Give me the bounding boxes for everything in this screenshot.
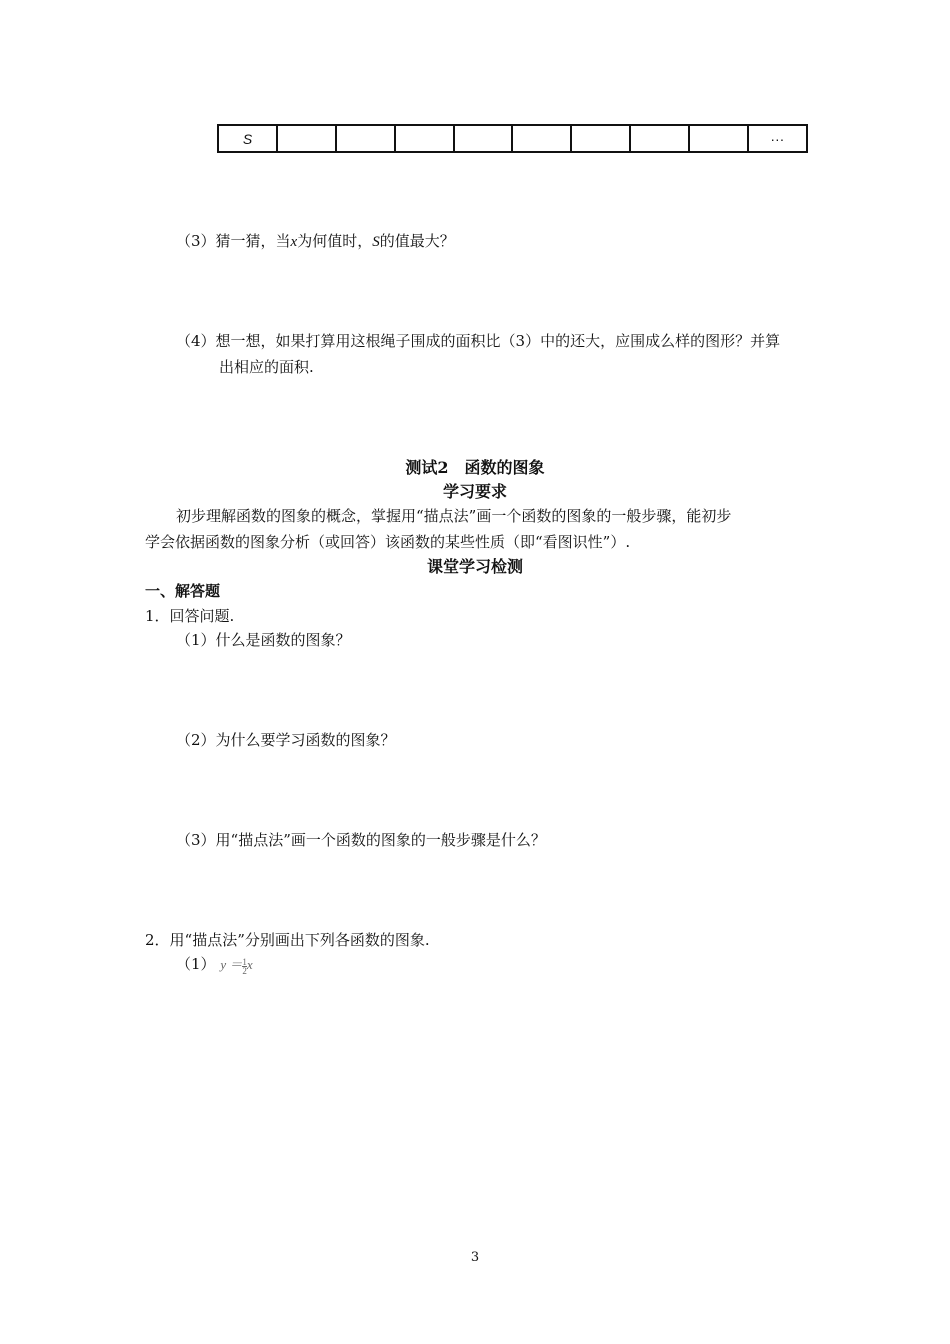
table-cell — [512, 125, 571, 152]
question-1-3: （3）用“描点法”画一个函数的图象的一般步骤是什么？ — [176, 831, 546, 849]
table-cell — [336, 125, 395, 152]
question-1-title: 1．回答问题. — [145, 607, 235, 625]
formula-x: x — [246, 957, 253, 972]
table-cell — [630, 125, 689, 152]
section-title: 测试2 函数的图象 — [405, 458, 545, 477]
q3-post: 的值最大？ — [379, 232, 455, 250]
q3-var-x: x — [290, 234, 298, 250]
q3-mid: 为何值时， — [297, 232, 373, 250]
table-cell: S — [218, 125, 277, 152]
q3-pre: （3）猜一猜，当 — [176, 232, 291, 250]
question-4-line2: 出相应的面积. — [219, 358, 314, 376]
question-3 — [176, 230, 455, 251]
q3-var-s: S — [372, 234, 380, 250]
formula-equals: ＝ — [229, 957, 243, 972]
question-4-line1: （4）想一想，如果打算用这根绳子围成的面积比（3）中的还大，应围成么样的图形？并算 — [176, 332, 781, 350]
question-2-1 — [176, 953, 253, 975]
page-number: 3 — [470, 1250, 480, 1265]
table-row — [218, 125, 807, 152]
part-one-heading: 一、解答题 — [145, 582, 221, 600]
table-cell — [689, 125, 748, 152]
requirements-heading: 学习要求 — [442, 482, 507, 501]
question-1-2: （2）为什么要学习函数的图象？ — [176, 731, 396, 749]
table-cell — [571, 125, 630, 152]
value-table — [217, 124, 808, 153]
table-cell: ··· — [748, 125, 807, 152]
fraction-numerator: 1 — [242, 956, 247, 967]
table-cell — [454, 125, 513, 152]
table-cell — [395, 125, 454, 152]
q2-1-label: （1） — [176, 955, 216, 973]
requirements-line2: 学会依据函数的图象分析（或回答）该函数的某些性质（即“看图识性”）. — [145, 533, 631, 551]
classroom-check-heading: 课堂学习检测 — [426, 557, 523, 576]
q2-1-formula — [220, 956, 253, 976]
question-1-1: （1）什么是函数的图象？ — [176, 631, 351, 649]
formula-y: y — [220, 957, 227, 972]
requirements-line1: 初步理解函数的图象的概念，掌握用“描点法”画一个函数的图象的一般步骤，能初步 — [176, 507, 732, 525]
table-cell — [277, 125, 336, 152]
fraction-denominator: 2 — [242, 965, 247, 976]
question-2-title: 2．用“描点法”分别画出下列各函数的图象. — [145, 931, 430, 949]
